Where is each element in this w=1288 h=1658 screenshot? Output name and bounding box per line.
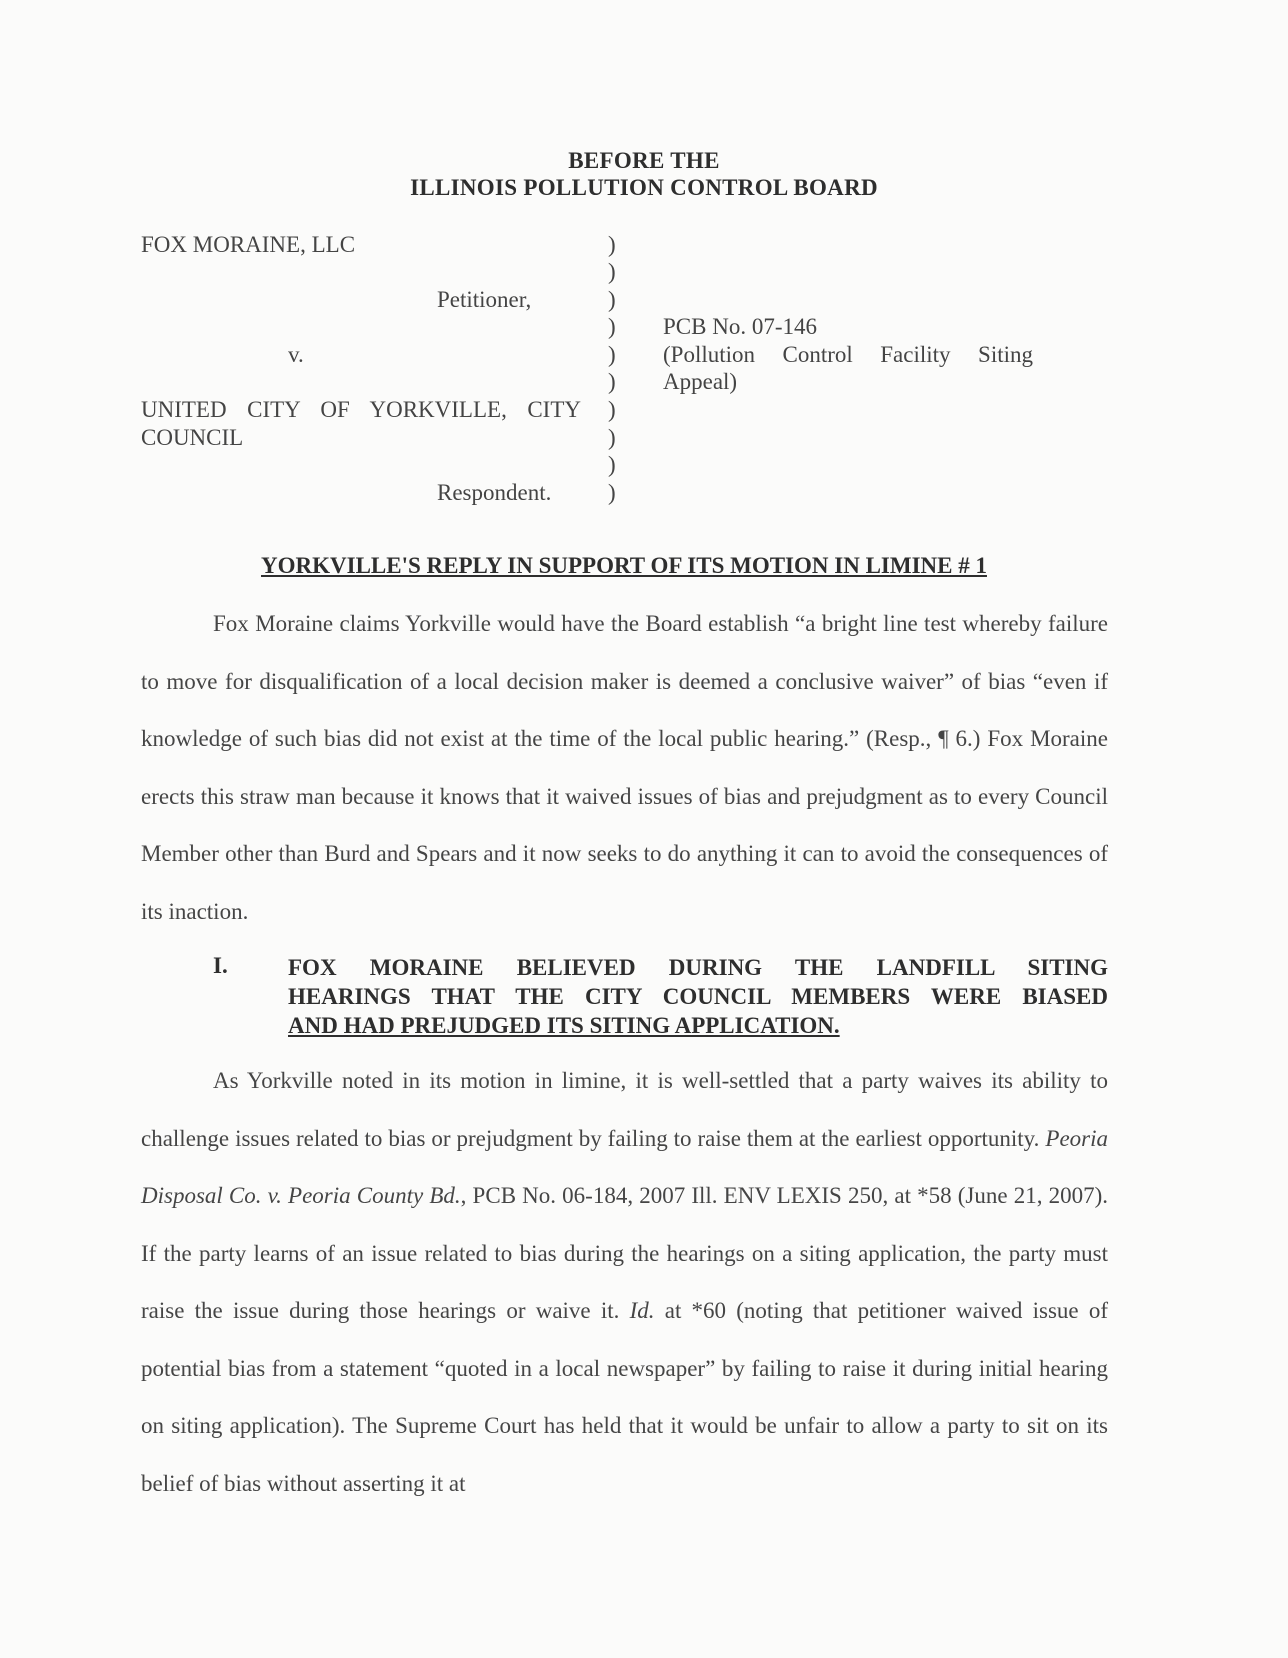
caption-paren: ) [608, 314, 616, 339]
case-number: PCB No. 07-146 [663, 314, 817, 339]
caption-paren: ) [608, 397, 616, 422]
body-paragraph [141, 1052, 1108, 1512]
body-paragraph: Fox Moraine claims Yorkville would have the Board establish “a bright line test whereby failure to move for disqualification of a local decision maker is deemed a conclusive waiver” of bias “even if knowledge of such bias did not exist at the time of the local public hearing.” (Resp., ¶ 6.) Fox Moraine erects this straw man because it knows that it waived issues of bias and prejudgment as to every Council Member other than Burd and Spears and it now seeks to do anything it can to avoid the consequences of its inaction. [141, 611, 1108, 924]
versus-label: v. [288, 342, 304, 367]
court-header-line2: ILLINOIS POLLUTION CONTROL BOARD [410, 175, 878, 200]
petitioner-label: Petitioner, [437, 287, 532, 312]
id-citation: Id. [629, 1298, 655, 1323]
section-heading-line: HEARINGS THAT THE CITY COUNCIL MEMBERS WERE BIASED [288, 984, 1108, 1009]
caption-paren: ) [608, 287, 616, 312]
document-title: YORKVILLE'S REPLY IN SUPPORT OF ITS MOTION IN LIMINE # 1 [261, 553, 987, 578]
respondent-name-line2: COUNCIL [141, 425, 244, 450]
caption-paren: ) [608, 480, 616, 505]
paragraph-text: at *60 (noting that petitioner waived issue of potential bias from a statement “quoted in a local newspaper” by failing to raise it during initial hearing on siting application). The Supreme Court has held that it would be unfair to allow a party to sit on its belief of bias without asserting it at [141, 1298, 1108, 1496]
caption-paren: ) [608, 232, 616, 257]
caption-paren: ) [608, 425, 616, 450]
caption-paren: ) [608, 369, 616, 394]
paragraph-text: , PCB No. 06-184, 2007 Ill. ENV LEXIS 250, at *58 (June 21, 2007). If the party learns of an issue related to bias during the hearings on a siting application, the party must raise the issue during those hearings or waive it. [141, 1183, 1108, 1323]
paragraph-text: As Yorkville noted in its motion in limine, it is well-settled that a party waives its ability to challenge issues related to bias or prejudgment by failing to raise them at the earliest opportunity. [141, 1068, 1108, 1151]
case-citation: Peoria Disposal Co. v. Peoria County Bd. [141, 1125, 1108, 1208]
respondent-label: Respondent. [437, 480, 552, 505]
caption-paren: ) [608, 259, 616, 284]
caption-paren: ) [608, 342, 616, 367]
section-heading-line: FOX MORAINE BELIEVED DURING THE LANDFILL SITING [288, 955, 1108, 980]
section-heading [288, 953, 1108, 1040]
petitioner-name: FOX MORAINE, LLC [141, 232, 356, 257]
caption-paren: ) [608, 452, 616, 477]
section-number: I. [213, 953, 228, 978]
court-header-line1: BEFORE THE [568, 148, 720, 173]
respondent-name-line1: UNITED CITY OF YORKVILLE, CITY [141, 397, 581, 422]
case-type-line1: (Pollution Control Facility Siting [663, 342, 1033, 367]
case-type-line2: Appeal) [663, 369, 738, 394]
section-heading-line: AND HAD PREJUDGED ITS SITING APPLICATION. [288, 1013, 840, 1038]
